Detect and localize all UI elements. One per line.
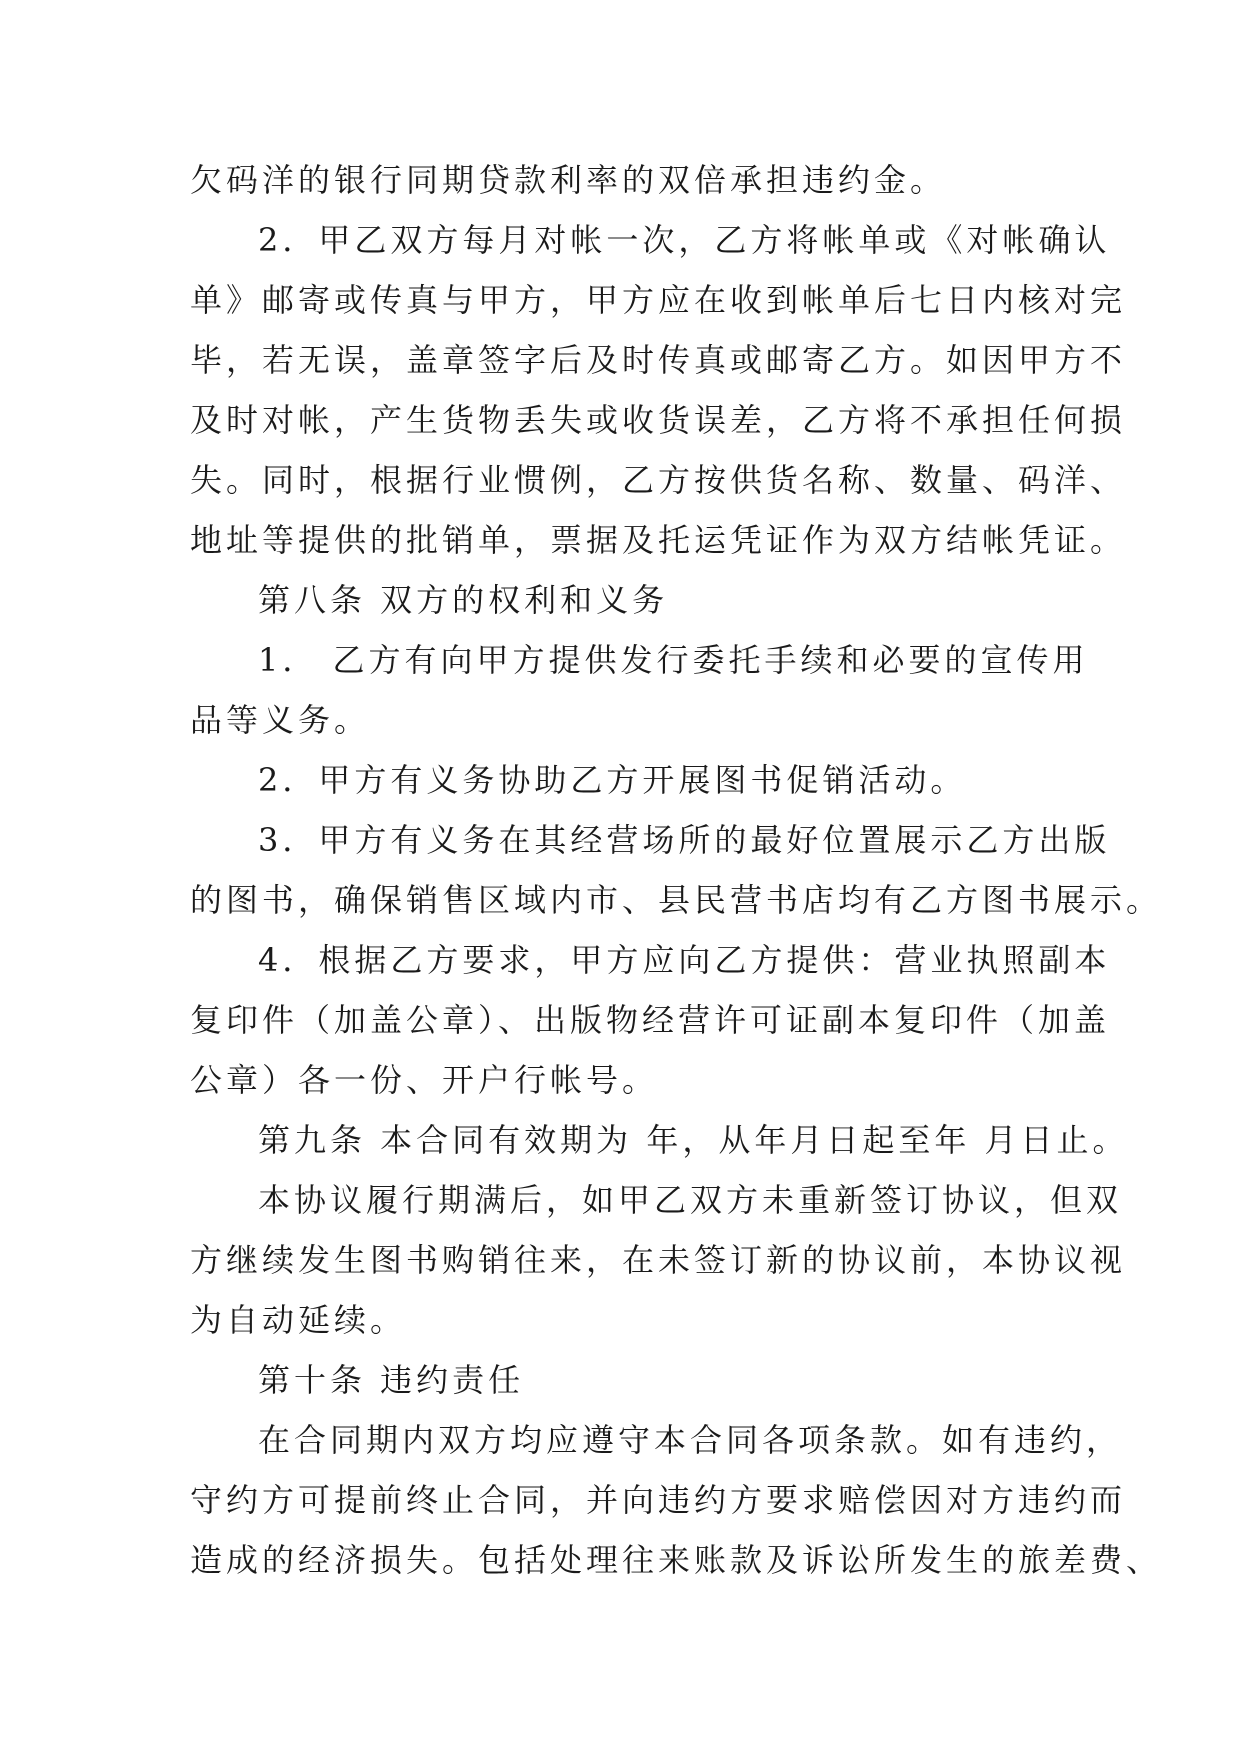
- text-line: 失。同时，根据行业惯例，乙方按供货名称、数量、码洋、: [190, 461, 1127, 499]
- text-line: 1． 乙方有向甲方提供发行委托手续和必要的宣传用: [258, 641, 1089, 679]
- text-line: 欠码洋的银行同期贷款利率的双倍承担违约金。: [190, 161, 947, 199]
- document-body: [190, 150, 1163, 1590]
- text-line: 地址等提供的批销单，票据及托运凭证作为双方结帐凭证。: [190, 521, 1127, 559]
- text-line: 3．甲方有义务在其经营场所的最好位置展示乙方出版: [258, 821, 1111, 859]
- section-heading-article-8: 第八条 双方的权利和义务: [258, 581, 669, 619]
- text-line: 的图书，确保销售区域内市、县民营书店均有乙方图书展示。: [190, 881, 1163, 919]
- text-line: 2．甲方有义务协助乙方开展图书促销活动。: [258, 761, 967, 799]
- text-line: 公章）各一份、开户行帐号。: [190, 1061, 659, 1099]
- text-line: 造成的经济损失。包括处理往来账款及诉讼所发生的旅差费、: [190, 1541, 1163, 1579]
- text-line: 品等义务。: [190, 701, 371, 739]
- text-line: 复印件（加盖公章）、出版物经营许可证副本复印件（加盖: [190, 1001, 1111, 1039]
- text-line: 方继续发生图书购销往来，在未签订新的协议前，本协议视: [190, 1241, 1127, 1279]
- text-line: 守约方可提前终止合同，并向违约方要求赔偿因对方违约而: [190, 1481, 1127, 1519]
- section-heading-article-10: 第十条 违约责任: [258, 1361, 525, 1399]
- text-line: 为自动延续。: [190, 1301, 407, 1339]
- text-line: 单》邮寄或传真与甲方，甲方应在收到帐单后七日内核对完: [190, 281, 1127, 319]
- text-line: 及时对帐，产生货物丢失或收货误差，乙方将不承担任何损: [190, 401, 1127, 439]
- text-line: 毕，若无误，盖章签字后及时传真或邮寄乙方。如因甲方不: [190, 341, 1127, 379]
- text-line: 2．甲乙双方每月对帐一次，乙方将帐单或《对帐确认: [258, 221, 1111, 259]
- section-heading-article-9: 第九条 本合同有效期为 年，从年月日起至年 月日止。: [258, 1121, 1129, 1159]
- text-line: 4．根据乙方要求，甲方应向乙方提供：营业执照副本: [258, 941, 1111, 979]
- text-line: 本协议履行期满后，如甲乙双方未重新签订协议，但双: [258, 1181, 1123, 1219]
- text-line: 在合同期内双方均应遵守本合同各项条款。如有违约，: [258, 1421, 1123, 1459]
